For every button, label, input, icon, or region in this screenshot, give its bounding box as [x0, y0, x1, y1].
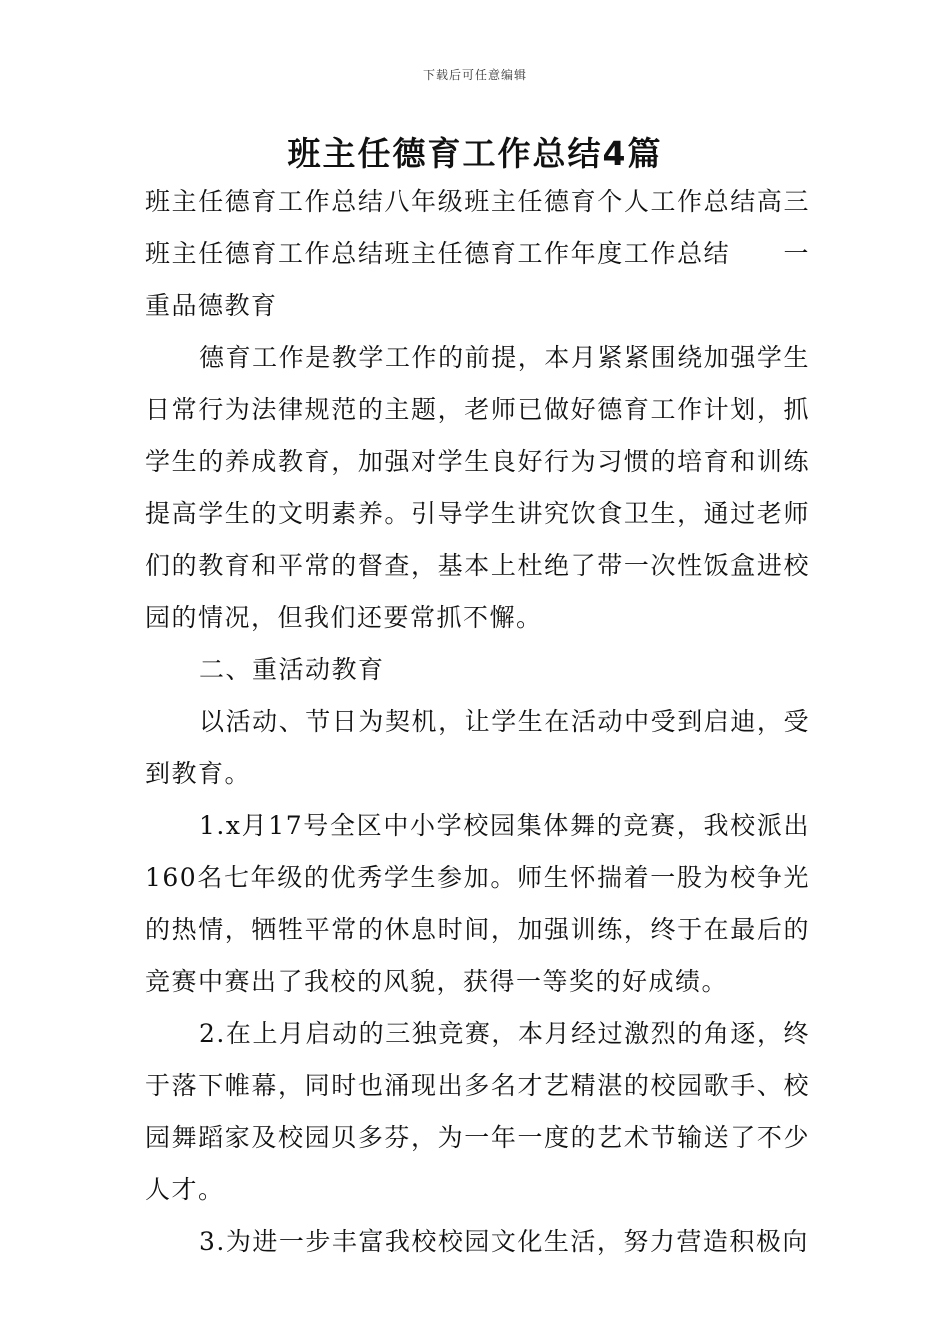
- document-title: 班主任德育工作总结4篇: [287, 134, 663, 173]
- body-paragraph: 以活动、节日为契机，让学生在活动中受到启迪，受到教育。: [145, 707, 810, 788]
- document-body: [145, 176, 810, 1268]
- list-item: 2.在上月启动的三独竞赛，本月经过激烈的角逐，终于落下帷幕，同时也涌现出多名才艺精湛的校园歌手、校园舞蹈家及校园贝多芬，为一年一度的艺术节输送了不少人才。: [145, 1019, 810, 1204]
- list-item: 1.x月17号全区中小学校园集体舞的竞赛，我校派出160名七年级的优秀学生参加。师生怀揣着一股为校争光的热情，牺牲平常的休息时间，加强训练，终于在最后的竞赛中赛出了我校的风貌，获得一等奖的好成绩。: [145, 811, 810, 996]
- intro-paragraph: 班主任德育工作总结八年级班主任德育个人工作总结高三班主任德育工作总结班主任德育工作年度工作总结 一重品德教育: [145, 187, 810, 320]
- body-paragraph: 德育工作是教学工作的前提，本月紧紧围绕加强学生日常行为法律规范的主题，老师已做好德育工作计划，抓学生的养成教育，加强对学生良好行为习惯的培育和训练提高学生的文明素养。引导学生讲究饮食卫生，通过老师们的教育和平常的督查，基本上杜绝了带一次性饭盒进校园的情况，但我们还要常抓不懈。: [145, 343, 810, 632]
- header-note: 下载后可任意编辑: [422, 68, 527, 82]
- section-heading: 二、重活动教育: [199, 655, 385, 684]
- list-item: 3.为进一步丰富我校校园文化生活，努力营造积极向: [199, 1227, 809, 1256]
